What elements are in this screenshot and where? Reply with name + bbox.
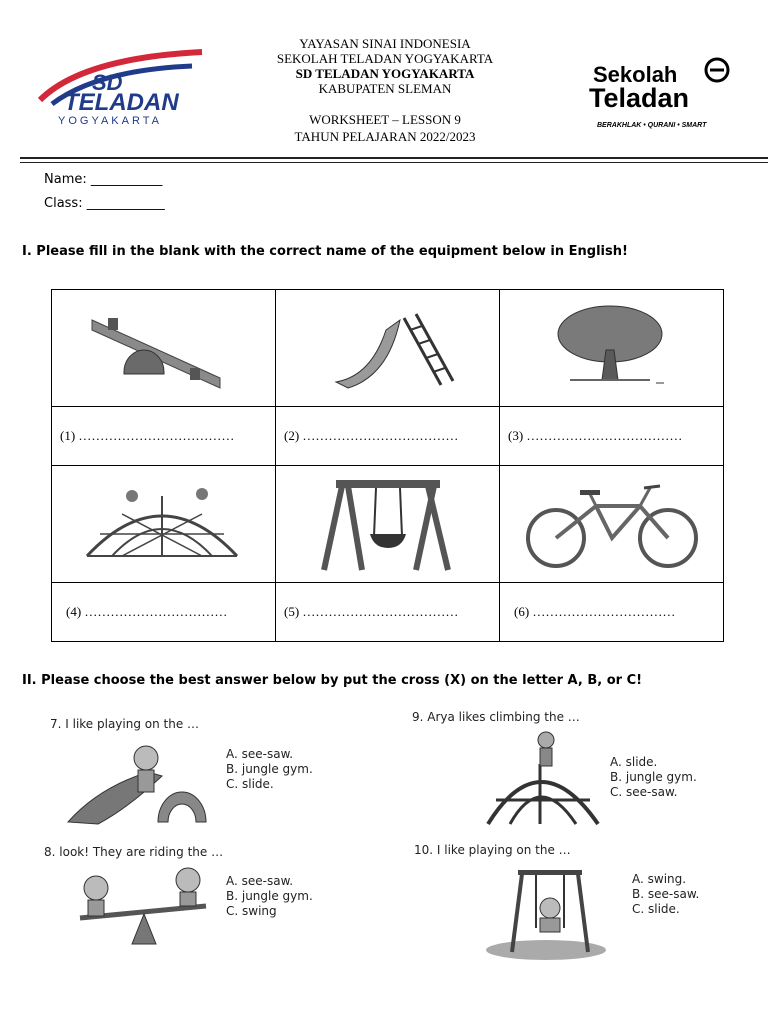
question-7-image [58,738,218,828]
question-8-options [226,874,313,919]
question-10-image [480,866,612,962]
question-7-options [226,747,313,792]
logo-right-line2: Teladan [589,83,690,113]
class-field[interactable]: Class: ____________ [44,196,165,211]
blank-2[interactable] [276,407,500,466]
logo-left-line1: SD [92,70,123,95]
blank-1-label: (1) ……………………………… [60,428,235,443]
tree-image [500,290,723,406]
section-two-instruction: II. Please choose the best answer below by put the cross (X) on the letter A, B, or C! [22,673,643,688]
question-9-prompt: 9. Arya likes climbing the … [412,710,580,724]
school-name: SD TELADAN YOGYAKARTA [295,66,475,81]
school-full-name: SEKOLAH TELADAN YOGYAKARTA [276,51,494,66]
question-10-prompt: 10. I like playing on the … [414,843,571,857]
blank-3[interactable] [500,407,724,466]
blank-5-label: (5) ……………………………… [284,604,459,619]
header-divider-thin [20,162,768,163]
swing-image [276,466,499,582]
swing-cell [276,466,500,583]
question-8-option-c[interactable]: C. swing [226,904,277,918]
blank-4-label: (4) …………………………… [66,604,228,619]
logo-right-tagline: BERAKHLAK • QURANI • SMART [597,122,707,129]
blank-2-label: (2) ……………………………… [284,428,459,443]
question-7-option-b[interactable]: B. jungle gym. [226,762,313,776]
see-saw-cell [52,290,276,407]
school-logo-left [22,38,227,128]
name-field[interactable]: Name: ___________ [44,172,163,187]
question-9-option-c[interactable]: C. see-saw. [610,785,678,799]
bicycle-cell [500,466,724,583]
question-8-option-a[interactable]: A. see-saw. [226,874,294,888]
question-8-prompt: 8. look! They are riding the … [44,845,224,859]
question-10-option-c[interactable]: C. slide. [632,902,680,916]
question-8-image [66,866,216,950]
question-9-option-a[interactable]: A. slide. [610,755,658,769]
blank-3-label: (3) ……………………………… [508,428,683,443]
logo-right-line1: Sekolah [593,62,678,87]
question-10-option-a[interactable]: A. swing. [632,872,687,886]
question-9-options [610,755,697,800]
academic-year: TAHUN PELAJARAN 2022/2023 [294,129,476,144]
slide-image [276,290,499,406]
equipment-table [51,289,724,642]
question-7-option-c[interactable]: C. slide. [226,777,274,791]
bicycle-image [500,466,723,582]
blank-4[interactable] [52,583,276,642]
slide-cell [276,290,500,407]
section-one-instruction: I. Please fill in the blank with the correct name of the equipment below in English! [22,244,628,259]
question-9-option-b[interactable]: B. jungle gym. [610,770,697,784]
question-10-option-b[interactable]: B. see-saw. [632,887,700,901]
blank-1[interactable] [52,407,276,466]
question-10-options [632,872,699,917]
school-logo-right [585,52,735,132]
question-8-option-b[interactable]: B. jungle gym. [226,889,313,903]
worksheet-title: WORKSHEET – LESSON 9 [309,112,461,127]
question-7-prompt: 7. I like playing on the … [50,717,200,731]
blank-6-label: (6) …………………………… [514,604,676,619]
foundation-name: YAYASAN SINAI INDONESIA [299,36,471,51]
blank-6[interactable] [500,583,724,642]
question-7-option-a[interactable]: A. see-saw. [226,747,294,761]
logo-left-line2: TELADAN [64,89,179,116]
question-9-image [484,730,602,828]
logo-left-line3: YOGYAKARTA [58,115,162,127]
header-divider-thick [20,157,768,159]
tree-cell [500,290,724,407]
district-name: KABUPATEN SLEMAN [318,81,452,96]
jungle-gym-image [52,466,275,582]
jungle-gym-cell [52,466,276,583]
see-saw-image [52,290,275,406]
blank-5[interactable] [276,583,500,642]
